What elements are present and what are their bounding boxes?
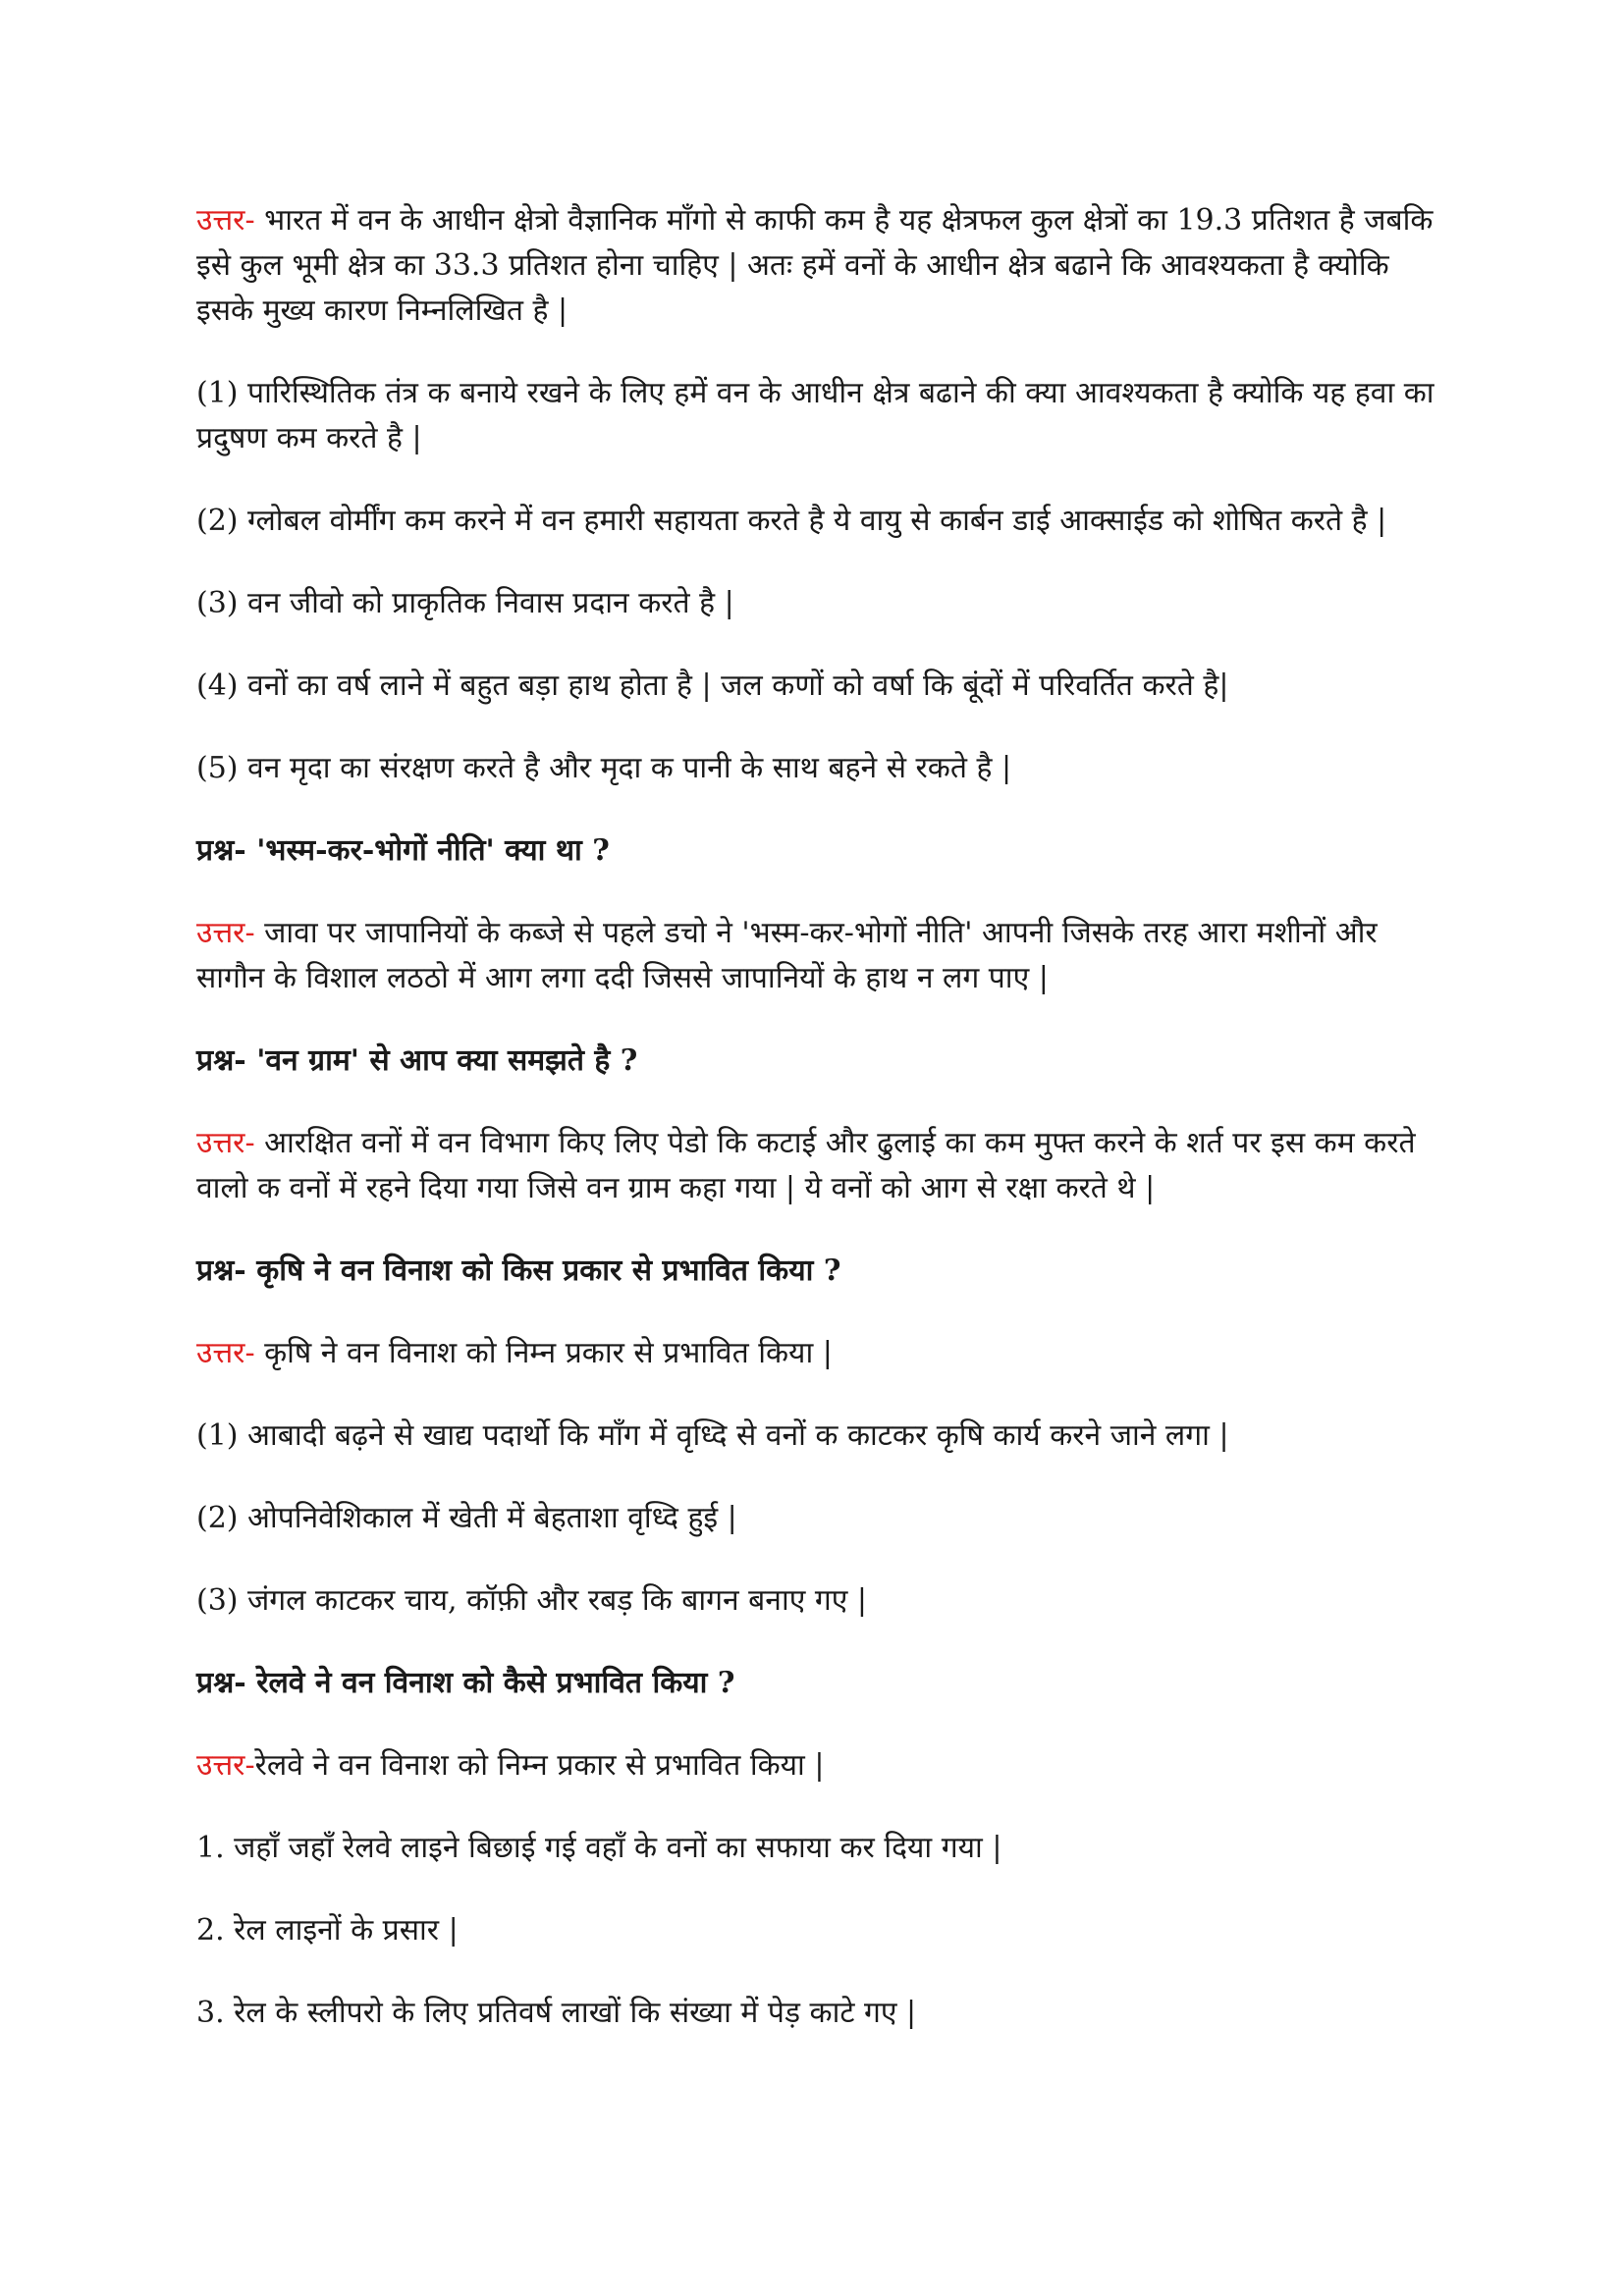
question-heading xyxy=(196,1661,1436,1706)
answer-paragraph xyxy=(196,911,1436,1001)
question-text: कृषि ने वन विनाश को किस प्रकार से प्रभावित किया ? xyxy=(256,1254,841,1288)
question-label: प्रश्न- xyxy=(196,1666,246,1700)
answer-text: भारत में वन के आधीन क्षेत्रो वैज्ञानिक माँगो से काफी कम है यह क्षेत्रफल कुल क्षेत्रों का 19.3 प्रतिशत है जबकि इसे कुल भूमी क्षेत्र का 33.3 प्रतिशत होना चाहिए | अतः हमें वनों के आधीन क्षेत्र बढाने कि आवश्यकता है क्योकि इसके मुख्य कारण निम्नलिखित है | xyxy=(196,203,1434,328)
answer-label: उत्तर- xyxy=(196,203,255,238)
list-item: (3) जंगल काटकर चाय, कॉफ़ी और रबड़ कि बागन बनाए गए | xyxy=(196,1583,867,1618)
list-item: (1) पारिस्थितिक तंत्र क बनाये रखने के लिए हमें वन के आधीन क्षेत्र बढाने की क्या आवश्यकता है क्योकि यह हवा का प्रदुषण कम करते है | xyxy=(196,376,1434,455)
question-label: प्रश्न- xyxy=(196,833,246,868)
answer-paragraph xyxy=(196,1121,1436,1211)
answer-paragraph xyxy=(196,198,1436,334)
answer-label: उत्तर- xyxy=(196,1126,255,1160)
answer-label: उत्तर- xyxy=(196,1748,255,1783)
list-item: (3) वन जीवो को प्राकृतिक निवास प्रदान करते है | xyxy=(196,586,734,620)
list-item: 3. रेल के स्लीपरो के लिए प्रतिवर्ष लाखों कि संख्या में पेड़ काटे गए | xyxy=(196,1996,917,2030)
question-heading xyxy=(196,828,1436,874)
question-label: प्रश्न- xyxy=(196,1043,246,1078)
list-item: (1) आबादी बढ़ने से खाद्य पदार्थो कि माँग में वृध्दि से वनों क काटकर कृषि कार्य करने जाने लगा | xyxy=(196,1418,1229,1453)
question-text: 'वन ग्राम' से आप क्या समझते है ? xyxy=(256,1043,638,1078)
list-item: (4) वनों का वर्ष लाने में बहुत बड़ा हाथ होता है | जल कणों को वर्षा कि बूंदों में परिवर्तित करते है| xyxy=(196,668,1229,703)
list-item: (5) वन मृदा का संरक्षण करते है और मृदा क पानी के साथ बहने से रकते है | xyxy=(196,751,1012,785)
answer-paragraph xyxy=(196,1743,1436,1789)
question-label: प्रश्न- xyxy=(196,1254,246,1288)
answer-label: उत्तर- xyxy=(196,1336,255,1370)
question-text: 'भस्म-कर-भोगों नीति' क्या था ? xyxy=(256,833,610,868)
answer-text: कृषि ने वन विनाश को निम्न प्रकार से प्रभावित किया | xyxy=(264,1336,833,1370)
list-item: 2. रेल लाइनों के प्रसार | xyxy=(196,1913,459,1948)
answer-text: जावा पर जापानियों के कब्जे से पहले डचो ने 'भस्म-कर-भोगों नीति' आपनी जिसके तरह आरा मशीनों और सागौन के विशाल लठठो में आग लगा ददी जिससे जापानियों के हाथ न लग पाए | xyxy=(196,916,1378,995)
answer-paragraph xyxy=(196,1331,1436,1376)
answer-text: रेलवे ने वन विनाश को निम्न प्रकार से प्रभावित किया | xyxy=(254,1748,825,1783)
question-heading xyxy=(196,1249,1436,1294)
question-heading xyxy=(196,1039,1436,1084)
list-item: 1. जहाँ जहाँ रेलवे लाइने बिछाई गई वहाँ के वनों का सफाया कर दिया गया | xyxy=(196,1831,1002,1865)
answer-label: उत्तर- xyxy=(196,916,255,950)
list-item: (2) ग्लोबल वोर्मींग कम करने में वन हमारी सहायता करते है ये वायु से कार्बन डाई आक्साईड को शोषित करते है | xyxy=(196,504,1387,538)
question-text: रेलवे ने वन विनाश को कैसे प्रभावित किया ? xyxy=(256,1666,735,1700)
list-item: (2) ओपनिवेशिकाल में खेती में बेहताशा वृध्दि हुई | xyxy=(196,1501,737,1535)
answer-text: आरक्षित वनों में वन विभाग किए लिए पेडो कि कटाई और ढुलाई का कम मुफ्त करने के शर्त पर इस कम करते वालो क वनों में रहने दिया गया जिसे वन ग्राम कहा गया | ये वनों को आग से रक्षा करते थे | xyxy=(196,1126,1416,1205)
